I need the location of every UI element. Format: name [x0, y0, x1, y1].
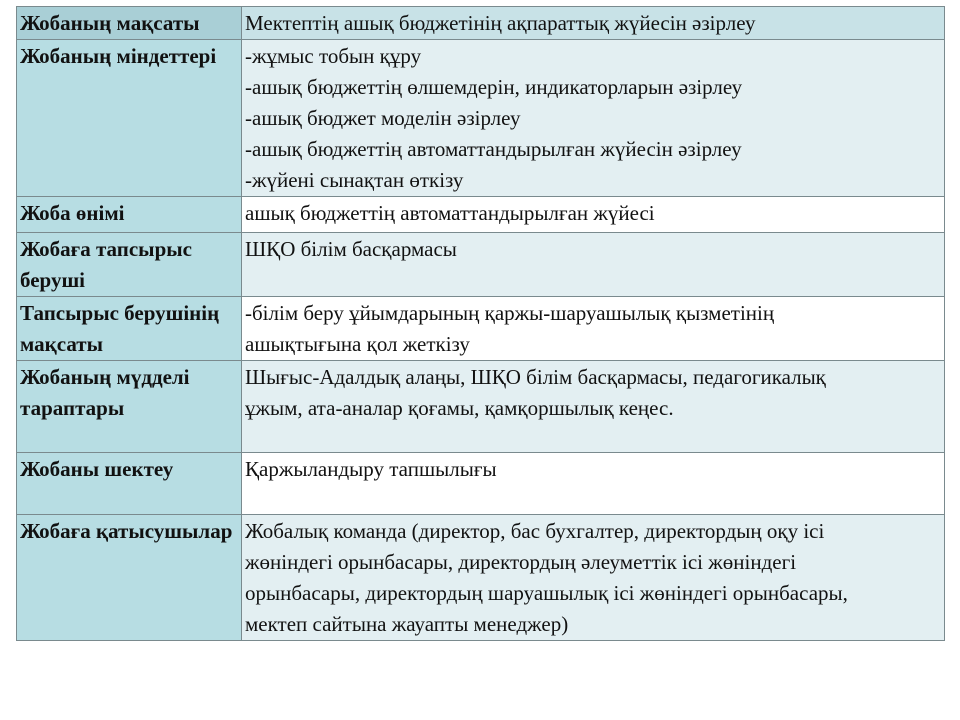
- value-line: -ашық бюджеттің автоматтандырылған жүйесін әзірлеу: [245, 137, 742, 161]
- row-value: [242, 297, 945, 361]
- value-line: Қаржыландыру тапшылығы: [245, 457, 497, 481]
- value-line: ашық бюджеттің автоматтандырылған жүйесі: [245, 201, 655, 225]
- value-line: ашықтығына қол жеткізу: [245, 332, 470, 356]
- table-row-constraints: [17, 453, 945, 515]
- value-line: -ашық бюджет моделін әзірлеу: [245, 106, 521, 130]
- row-label: Жобаның мүдделі тараптары: [17, 361, 242, 453]
- value-line: жөніндегі орынбасары, директордың әлеуметтік ісі жөніндегі: [245, 550, 797, 574]
- value-line: мектеп сайтына жауапты менеджер): [245, 612, 569, 636]
- table-row-participants: [17, 515, 945, 641]
- table-row-product: [17, 197, 945, 233]
- value-line: Шығыс-Адалдық алаңы, ШҚО білім басқармасы, педагогикалық: [245, 365, 826, 389]
- value-line: -білім беру ұйымдарының қаржы-шаруашылық қызметінің: [245, 301, 775, 325]
- row-label: Жобаға қатысушылар: [17, 515, 242, 641]
- table-row-customer-goal: [17, 297, 945, 361]
- value-line: орынбасары, директордың шаруашылық ісі жөніндегі орынбасары,: [245, 581, 848, 605]
- table-row-tasks: [17, 40, 945, 197]
- row-label: Жобаның міндеттері: [17, 40, 242, 197]
- value-line: -жүйені сынақтан өткізу: [245, 168, 464, 192]
- row-value: [242, 361, 945, 453]
- value-line: Мектептің ашық бюджетінің ақпараттық жүйесін әзірлеу: [245, 11, 756, 35]
- row-value: [242, 453, 945, 515]
- row-label: Жобаның мақсаты: [17, 7, 242, 40]
- row-value: [242, 40, 945, 197]
- project-info-table: [16, 6, 945, 641]
- row-label: Тапсырыс берушінің мақсаты: [17, 297, 242, 361]
- table-row-stakeholders: [17, 361, 945, 453]
- row-label: Жоба өнімі: [17, 197, 242, 233]
- value-line: -ашық бюджеттің өлшемдерін, индикаторларын әзірлеу: [245, 75, 743, 99]
- table-row-customer: [17, 233, 945, 297]
- row-value: [242, 7, 945, 40]
- value-line: ШҚО білім басқармасы: [245, 237, 457, 261]
- row-value: [242, 233, 945, 297]
- row-label: Жобаға тапсырыс беруші: [17, 233, 242, 297]
- row-value: [242, 515, 945, 641]
- value-line: ұжым, ата-аналар қоғамы, қамқоршылық кеңес.: [245, 396, 674, 420]
- value-line: Жобалық команда (директор, бас бухгалтер, директордың оқу ісі: [245, 519, 825, 543]
- table-row-goal: [17, 7, 945, 40]
- row-label: Жобаны шектеу: [17, 453, 242, 515]
- value-line: -жұмыс тобын құру: [245, 44, 422, 68]
- row-value: [242, 197, 945, 233]
